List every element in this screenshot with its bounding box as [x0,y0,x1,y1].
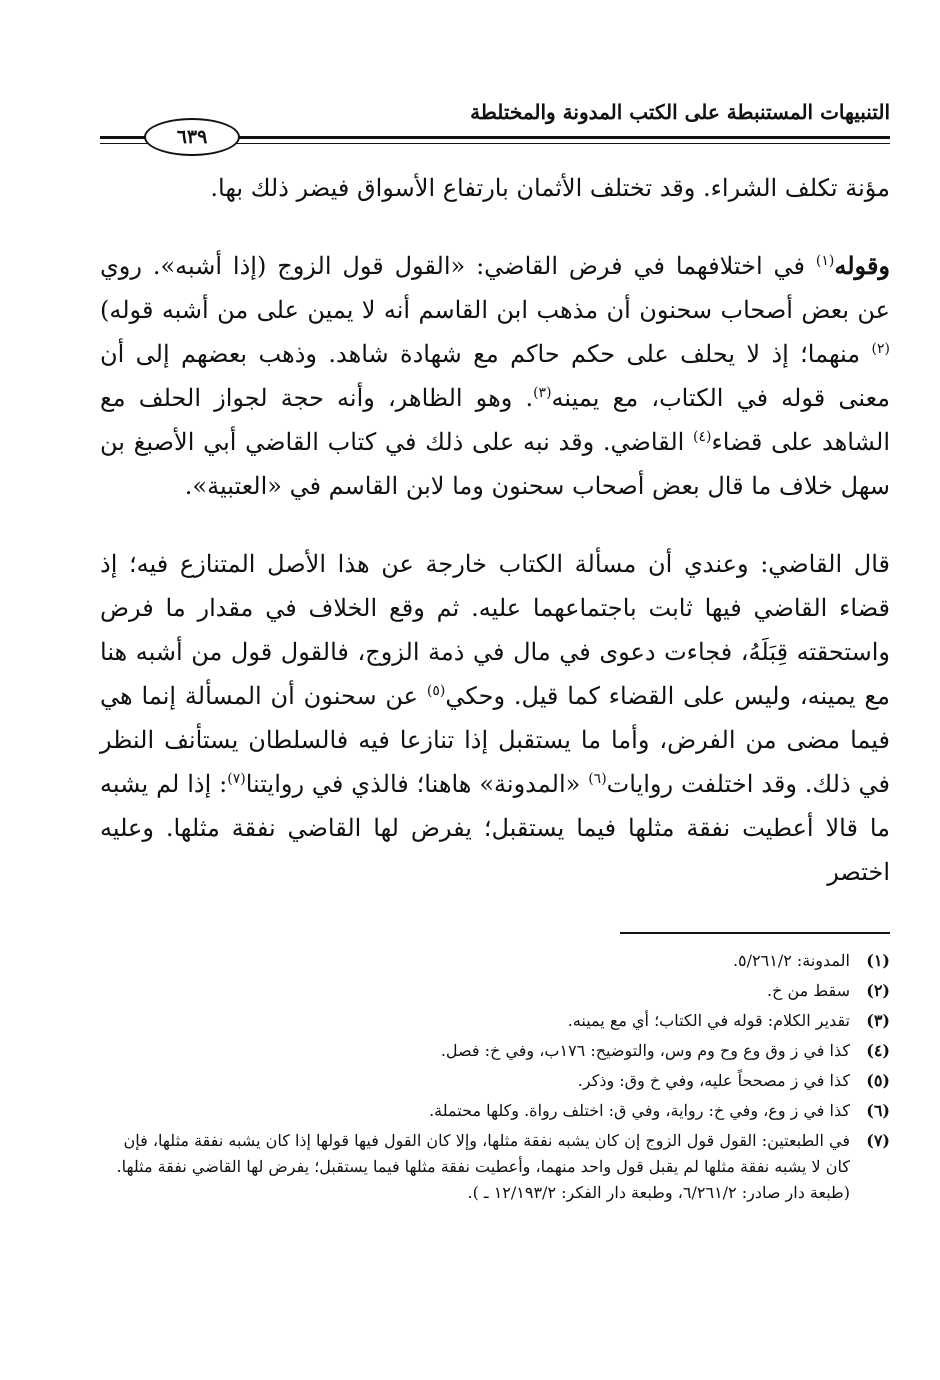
footnote-text: كذا في ز وق وع وح وم وس، والتوضيح: ١٧٦ب، وفي خ: فصل. [440,1041,850,1060]
header-title: التنبيهات المستنبطة على الكتب المدونة والمختلطة [470,100,890,124]
footnote-text: كذا في ز مصححاً عليه، وفي خ وق: وذكر. [577,1071,850,1090]
footnote-ref-6[interactable]: (٦) [588,771,607,787]
footnote-text: كذا في ز وع، وفي خ: رواية، وفي ق: اختلف رواة. وكلها محتملة. [429,1101,850,1120]
footnote-number: (٢) [866,981,890,1000]
footnote-number: (٣) [866,1011,890,1030]
footnote-number: (٤) [866,1041,890,1060]
footnote-4 [100,1038,890,1064]
paragraph-3-text-b: عن سحنون أن المسألة إنما هي فيما مضى من الفرض، وأما ما يستقبل إذا تنازعا فيه فالسلطان يستأنف النظر في ذلك. وقد اختلفت روايات [100,682,891,798]
paragraph-1: مؤنة تكلف الشراء. وقد تختلف الأثمان بارتفاع الأسواق فيضر ذلك بها. [210,174,890,202]
footnote-2 [100,978,890,1004]
footnote-number: (١) [866,951,890,970]
footnote-number: (٦) [866,1101,890,1120]
footnote-ref-3[interactable]: (٣) [533,385,552,401]
footnote-ref-4[interactable]: (٤) [693,429,712,445]
paragraph-2-text-b: منهما؛ إذ لا يحلف على حكم حاكم مع شهادة شاهد. وذهب بعضهم إلى أن معنى قوله في الكتاب، مع يمينه [100,340,891,412]
paragraph-2-text-d: القاضي. وقد نبه على ذلك في كتاب القاضي أبي الأصبغ بن سهل خلاف ما قال بعض أصحاب سحنون وما لابن القاسم في «العتبية». [100,428,890,500]
footnote-3 [100,1008,890,1034]
footnote-text: المدونة: ٥/٢٦١/٢. [732,951,850,970]
paragraph-3-text-d: : إذا لم يشبه ما قالا أعطيت نفقة مثلها فيما يستقبل؛ يفرض لها القاضي نفقة مثلها. وعليه اختصر [100,770,890,886]
footnote-7 [100,1128,890,1206]
footnote-number: (٧) [866,1131,890,1150]
footnote-number: (٥) [866,1071,890,1090]
footnote-ref-5[interactable]: (٥) [426,683,446,699]
running-header [100,90,890,156]
paragraph-3-text-c: «المدونة» هاهنا؛ فالذي في روايتنا [245,770,589,798]
paragraph-3 [100,542,890,894]
footnote-6 [100,1098,890,1124]
paragraph-3-text-a: قال القاضي: وعندي أن مسألة الكتاب خارجة عن هذا الأصل المتنازع فيه؛ إذ قضاء القاضي فيها ثابت باجتماعهما عليه. ثم وقع الخلاف في مقدار ما فرض واستحقته قِبَلَهُ، فجاءت دعوى في مال في ذمة الزوج، فالقول قول من أشبه هنا مع يمينه، وليس على القضاء كما قيل. وحكي [100,550,891,710]
paragraph-2 [100,244,890,508]
paragraph-2-text-a: في اختلافهما في فرض القاضي: «القول قول الزوج (إذا أشبه». روي عن بعض أصحاب سحنون أن مذهب ابن القاسم أنه لا يمين على من أشبه قوله) [100,252,890,324]
main-text [100,166,890,894]
footnote-text: تقدير الكلام: قوله في الكتاب؛ أي مع يمينه. [567,1011,850,1030]
footnote-separator [620,932,890,934]
footnote-text: سقط من خ. [766,981,850,1000]
footnote-ref-7[interactable]: (٧) [227,771,246,787]
footnote-text: في الطبعتين: القول قول الزوج إن كان يشبه نفقة مثلها، وإلا كان القول فيها قولها إذا كان يشبه نفقة مثلها، فإن كان لا يشبه نفقة مثلها لم يقبل قول واحد منهما، وأعطيت نفقة مثلها فيما يستقبل؛ يفرض لها القاضي نفقة مثلها. (طبعة دار صادر: ٦/٢٦١/٢، وطبعة دار الفكر: ١٢/١٩٣/٢ ـ ). [116,1131,850,1202]
footnotes [100,948,890,1206]
footnote-1 [100,948,890,974]
footnote-ref-2[interactable]: (٢) [871,341,890,357]
footnote-5 [100,1068,890,1094]
footnote-ref-1[interactable]: (١) [815,253,835,269]
page [100,90,890,1210]
page-number: ٦٣٩ [144,118,240,156]
lead-word: وقوله [834,251,890,280]
paragraph-2-text-c: . وهو الظاهر، وأنه حجة لجواز الحلف مع الشاهد على قضاء [100,384,890,456]
